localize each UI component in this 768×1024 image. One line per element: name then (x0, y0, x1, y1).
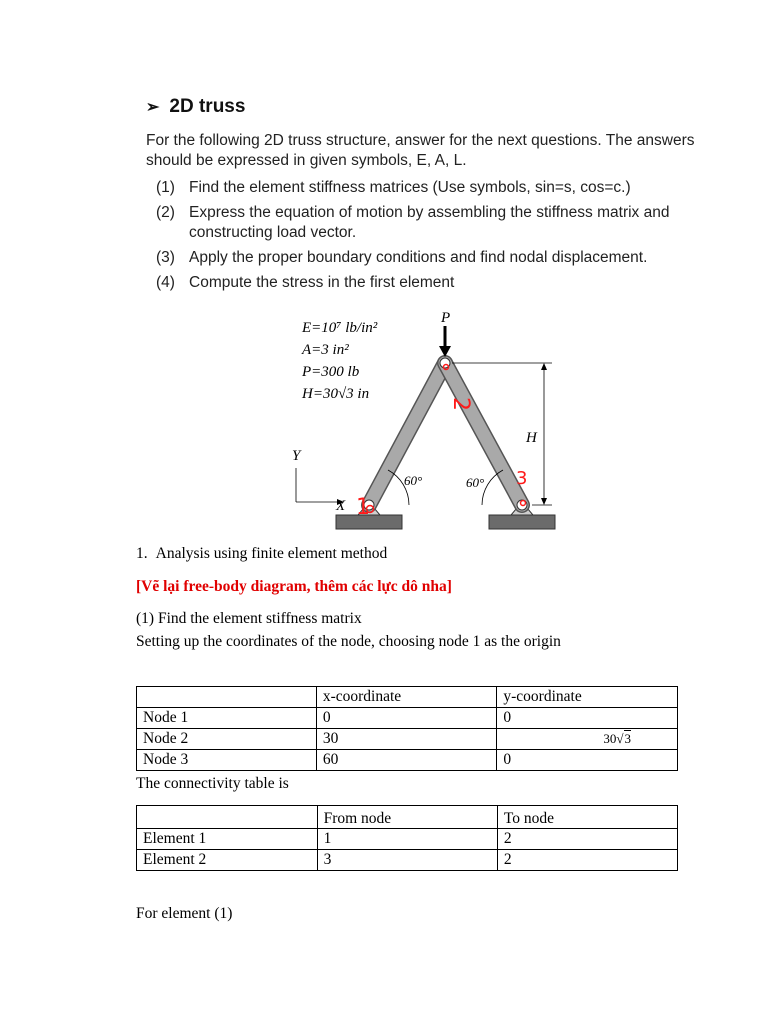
table-header-row: x-coordinate y-coordinate (137, 687, 678, 708)
height-arrow-up-icon (541, 363, 547, 370)
table-row: Node 1 0 0 (137, 708, 678, 729)
axis-x-label: X (336, 498, 346, 514)
red-note: [Vẽ lại free-body diagram, thêm các lực dô nha] (136, 578, 452, 595)
intro-paragraph: For the following 2D truss structure, answer for the next questions. The answers should be expressed in given symbols, E, A, L. (146, 132, 695, 169)
load-label: P (441, 310, 451, 326)
list-item: (2) Express the equation of motion by assembling the stiffness matrix and constructing load vector. (156, 204, 670, 241)
section-1-heading: 1. Analysis using finite element method (136, 545, 388, 562)
param-e: E=10⁷ lb/in² (302, 320, 378, 336)
connectivity-label: The connectivity table is (136, 775, 289, 792)
table-row: Element 1 1 2 (137, 829, 678, 850)
table-row: Element 2 3 2 (137, 850, 678, 871)
table-header-row: From node To node (137, 806, 678, 829)
param-a: A=3 in² (302, 342, 349, 358)
subsection-1-heading: (1) Find the element stiffness matrix (136, 610, 362, 627)
sqrt-expression: 30√3 (603, 731, 631, 746)
coordinate-table (136, 686, 678, 771)
load-arrow-head-icon (439, 346, 451, 357)
height-arrow-down-icon (541, 498, 547, 505)
element-1-label: For element (1) (136, 905, 233, 922)
node-1-mark: 1 (356, 495, 370, 520)
right-support-base (489, 515, 555, 529)
angle-left-label: 60° (404, 473, 423, 488)
param-h: H=30√3 in (302, 386, 370, 402)
axis-y-label: Y (292, 448, 301, 464)
heading-text: 2D truss (169, 96, 246, 117)
section-heading (146, 96, 245, 118)
node-2-mark: 2 (448, 397, 473, 411)
truss-diagram (280, 302, 580, 538)
angle-right-label: 60° (466, 475, 485, 490)
question-list (156, 178, 726, 298)
list-item: (1) Find the element stiffness matrices (Use symbols, sin=s, cos=c.) (156, 179, 631, 196)
height-label: H (526, 430, 537, 446)
param-p: P=300 lb (302, 364, 360, 380)
node-3-mark: 3 (516, 468, 528, 489)
arrow-bullet-icon: ➢ (146, 99, 160, 116)
setup-paragraph: Setting up the coordinates of the node, choosing node 1 as the origin (136, 633, 561, 650)
table-row: Node 2 30 30√3 (137, 729, 678, 750)
list-item: (3) Apply the proper boundary conditions and find nodal displacement. (156, 249, 648, 266)
connectivity-table (136, 805, 678, 871)
table-row: Node 3 60 0 (137, 750, 678, 771)
list-item: (4) Compute the stress in the first element (156, 274, 455, 291)
